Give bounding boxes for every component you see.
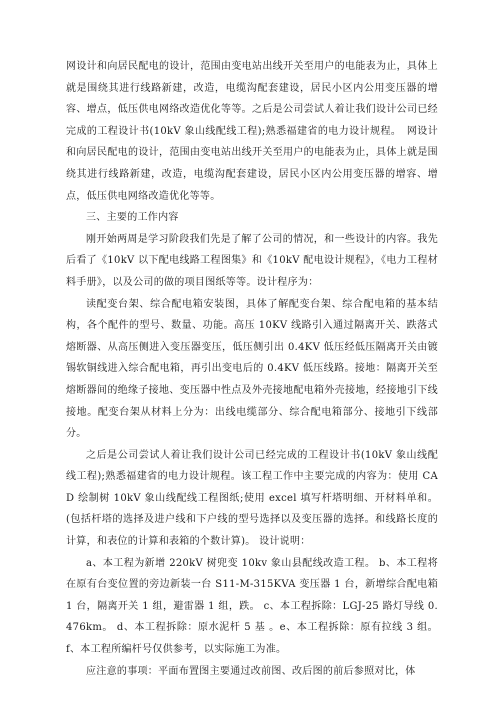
paragraph-5: a、本工程为新增 220kV 树兜变 10kv 象山县配线改造工程。 b、本工程将在原有台变位置的旁边新装一台 S11-M-315KVA 变压器 1 台，新增综合配电箱 1 台，隔离开关 1 组，避雷器 1 组，跌。 c、本工程拆除：LGJ-25 路灯导线 0.476km。 d、本工程拆除：原水泥杆 5 基 。e、本工程拆除：原有拉线 3 组。 f、本工程所编杆号仅供参考，以实际施工为准。 bbox=[66, 557, 438, 656]
paragraph-2: 刚开始两周是学习阶段我们先是了解了公司的情况，和一些设计的内容。我先后看了《10kV 以下配电线路工程图集》和《10kV 配电设计规程》，《电力工程材料手册》，以及公司的做的项目图纸等等。设计程序为： bbox=[66, 233, 438, 288]
paragraph-6: 应注意的事项：平面布置图主要通过改前图、改后图的前后参照对比，体 bbox=[86, 665, 416, 677]
paragraph-1: 网设计和向居民配电的设计，范围由变电站出线开关至用户的电能表为止，具体上就是围绕其进行线路新建，改造，电缆沟配套建设，居民小区内公用变压器的增容、增点，低压供电网络改造优化等等。之后是公司尝试人着让我们设计公司已经完成的工程设计书(10kV 象山线配线工程);熟悉福建省的电力设计规程。 网设计和向居民配电的设计，范围由变电站出线开关至用户的电能表为止，具体上就是围绕其进行线路新建，改造，电缆沟配套建设，居民小区内公用变压器的增容、增点，低压供电网络改造优化等等。 bbox=[66, 61, 438, 202]
paragraph-3: 读配变台架、综合配电箱安装图，具体了解配变台架、综合配电箱的基本结构，各个配件的型号、数量、功能。高压 10KV 线路引入通过隔离开关、跌落式熔断器、从高压侧进入变压器变压，低压侧引出 0.4KV 低压经低压隔离开关由镀锡软铜线进入综合配电箱，再引出变电后的 0.4KV 低压线路。接地：隔离开关至熔断器间的绝缘子接地、变压器中性点及外壳接地配电箱外壳接地，经接地引下线接地。配变台架从材料上分为：出线电缆部分、综合配电箱部分、接地引下线部分。 bbox=[66, 298, 438, 440]
section-heading: 三、主要的工作内容 bbox=[86, 212, 179, 224]
paragraph-4: 之后是公司尝试人着让我们设计公司已经完成的工程设计书(10kV 象山线配线工程);熟悉福建省的电力设计规程。该工程工作中主要完成的内容为：使用 CAD 绘制树 10kV 象山线配线工程图纸;使用 excel 填写杆塔明细、开材料单和。(包括杆塔的选择及进户线和下户线的型号选择以及变压器的选择。和线路长度的计算，和表位的计算和表箱的个数计算)。 设计说明： bbox=[66, 449, 438, 548]
document-body bbox=[66, 56, 438, 682]
